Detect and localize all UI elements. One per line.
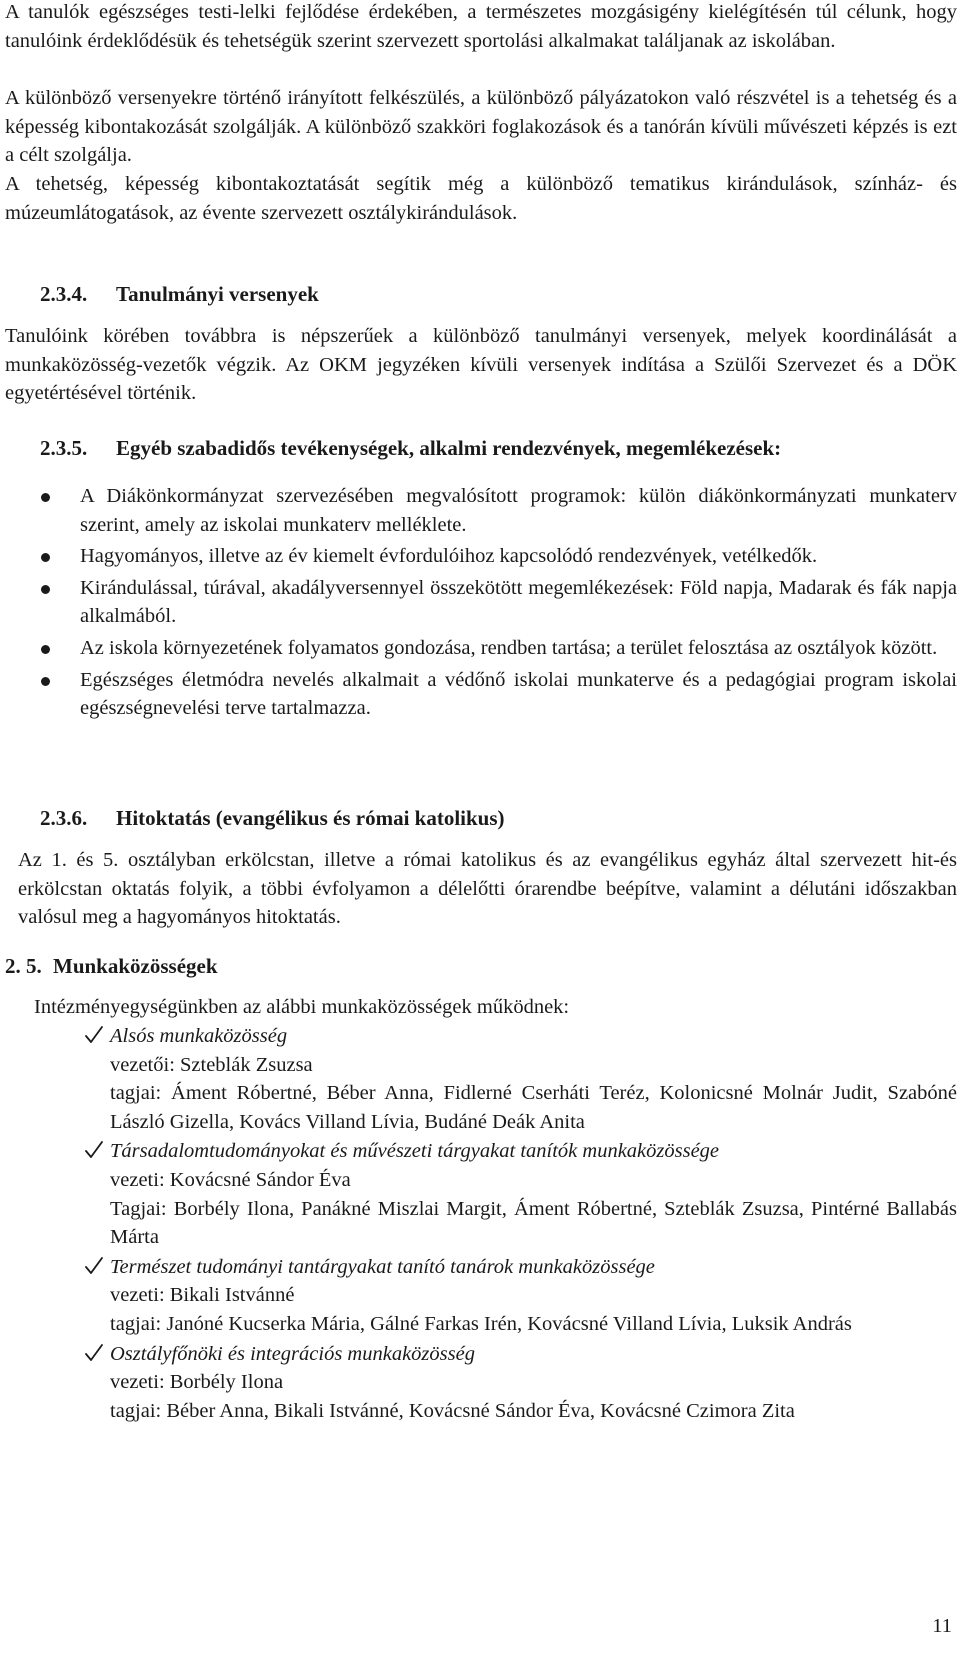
group-leader: vezeti: Bikali Istvánné [110,1284,295,1307]
section-number: 2.3.6. [40,806,88,830]
group-members: Tagjai: Borbély Ilona, Panákné Miszlai Margit, Áment Róbertné, Szteblák Zsuzsa, Pintérné Ballabás Márta [110,1197,957,1249]
group-members: tagjai: Béber Anna, Bikali Istvánné, Kovácsné Sándor Éva, Kovácsné Czimora Zita [110,1399,795,1422]
checkmark-icon [84,1024,104,1046]
list-item: Kirándulással, túrával, akadályversennyel összekötött megemlékezések: Föld napja, Madarak és fák napja alkalmából. [38,574,957,631]
list-item [90,1022,957,1136]
section-number: 2.3.5. [40,436,88,460]
checkmark-icon [84,1255,104,1277]
working-groups-list [90,1022,957,1426]
bullet-icon [41,585,50,594]
list-item [90,1137,957,1251]
intro-paragraph-3: A tehetség, képesség kibontakoztatását segítik még a különböző tematikus kirándulások, színház- és múzeumlátogatások, az évente szervezett osztálykirándulások. [5,173,957,224]
section-number: 2.3.4. [40,282,88,306]
section-number: 2. 5. [5,954,42,978]
group-leader: vezeti: Kovácsné Sándor Éva [110,1168,351,1191]
section-heading-236 [40,804,505,833]
section-heading-235 [40,434,781,463]
group-leader: vezeti: Borbély Ilona [110,1371,284,1394]
group-leader: vezetői: Szteblák Zsuzsa [110,1053,313,1076]
bullet-icon [41,645,50,654]
intro-paragraph-1: A tanulók egészséges testi-lelki fejlődése érdekében, a természetes mozgásigény kielégítésén túl célunk, hogy tanulóink érdeklődésük és tehetségük szerint szervezett sportolási alkalmakat találjanak az iskolában. [5,1,957,52]
section-heading-234 [40,280,319,309]
group-members: tagjai: Áment Róbertné, Béber Anna, Fidlerné Cserháti Teréz, Kolonicsné Molnár Judit, Szabóné László Gizella, Kovács Villand Lívia, Budáné Deák Anita [110,1082,957,1133]
group-name: Természet tudományi tantárgyakat tanító tanárok munkaközössége [110,1255,655,1278]
section-234-text: Tanulóink körében továbbra is népszerűek a különböző tanulmányi versenyek, melyek koordinálását a munkaközösség-vezetők végzik. Az OKM jegyzéken kívüli versenyek indítása a Szülői Szervezet és a DÖK egyetértésével történik. [5,325,957,405]
section-title: Tanulmányi versenyek [116,282,319,306]
bullet-icon [41,493,50,502]
bullet-icon [41,553,50,562]
list-item [90,1253,957,1339]
list-item: A Diákönkormányzat szervezésében megvalósított programok: külön diákönkormányzati munkaterv szerint, amely az iskolai munkaterv melléklete. [38,482,957,539]
group-name: Társadalomtudományokat és művészeti tárgyakat tanítók munkaközössége [110,1140,720,1163]
section-title: Hitoktatás (evangélikus és római katolikus) [116,806,505,830]
list-item: Az iskola környezetének folyamatos gondozása, rendben tartása; a terület felosztása az osztályok között. [38,634,957,663]
bullet-icon [41,677,50,686]
intro-paragraph-2: A különböző versenyekre történő irányított felkészülés, a különböző pályázatokon való részvétel is a tehetség és a képesség kibontakozását szolgálják. A különböző szakköri foglakozások és a tanórán kívüli művészeti képzés is ezt a célt szolgálja. [5,87,957,167]
group-members: tagjai: Janóné Kucserka Mária, Gálné Farkas Irén, Kovácsné Villand Lívia, Luksik András [110,1312,852,1335]
checkmark-icon [84,1342,104,1364]
group-name: Alsós munkaközösség [110,1025,288,1047]
section-25-intro: Intézményegységünkben az alábbi munkaközösségek működnek: [34,996,570,1018]
group-name: Osztályfőnöki és integrációs munkaközösség [110,1342,475,1365]
list-item [90,1340,957,1426]
list-item: Hagyományos, illetve az év kiemelt évfordulóihoz kapcsolódó rendezvények, vetélkedők. [38,542,957,571]
list-item: Egészséges életmódra nevelés alkalmait a védőnő iskolai munkaterve és a pedagógiai program iskolai egészségnevelési terve tartalmazza. [38,666,957,723]
section-title: Egyéb szabadidős tevékenységek, alkalmi rendezvények, megemlékezések: [116,436,782,460]
section-title: Munkaközösségek [53,954,218,978]
page-number: 11 [932,1615,952,1638]
checkmark-icon [84,1139,104,1161]
section-236-text: Az 1. és 5. osztályban erkölcstan, illetve a római katolikus és az evangélikus egyház által szervezett hit-és erkölcstan oktatás folyik, a többi évfolyamon a délelőtti órarendbe beépítve, valamint a délutáni időszakban valósul meg a hagyományos hitoktatás. [18,849,957,929]
activities-bullet-list [38,482,957,726]
section-heading-25 [5,952,218,981]
